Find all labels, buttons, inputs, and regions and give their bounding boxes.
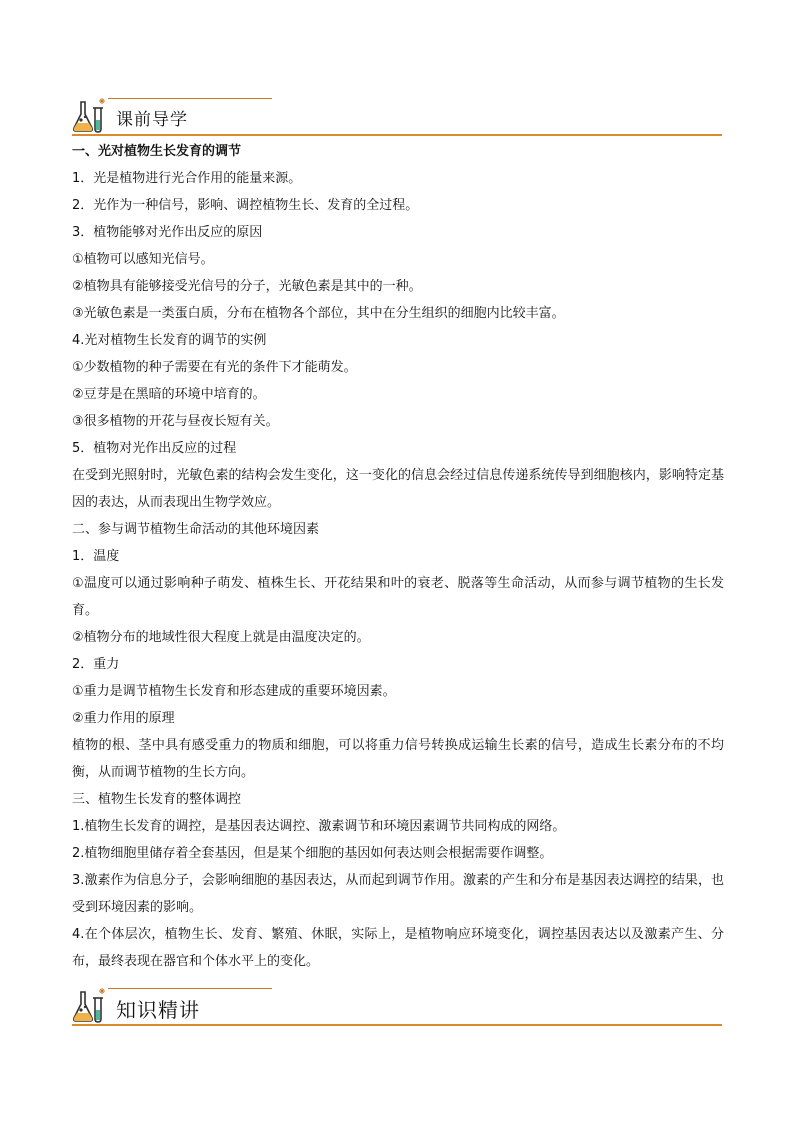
text-line: 2．重力 — [72, 657, 120, 672]
text-line: 2．光作为一种信号，影响、调控植物生长、发育的全过程。 — [72, 198, 419, 213]
text-line: ②重力作用的原理 — [72, 711, 175, 726]
text-line: ①植物可以感知光信号。 — [72, 252, 214, 267]
section-header-preview — [72, 96, 722, 136]
text-paragraph: 植物的根、茎中具有感受重力的物质和细胞，可以将重力信号转换成运输生长素的信号，造成生长素分布的不均衡，从而调节植物的生长方向。 — [72, 738, 724, 780]
header-long-rule — [72, 134, 722, 136]
text-line: ②植物具有能够接受光信号的分子，光敏色素是其中的一种。 — [72, 279, 422, 294]
text-line: 1.植物生长发育的调控，是基因表达调控、激素调节和环境因素调节共同构成的网络。 — [72, 819, 566, 834]
text-line: ③光敏色素是一类蛋白质，分布在植物各个部位，其中在分生组织的细胞内比较丰富。 — [72, 306, 565, 321]
header-short-rule — [108, 988, 272, 989]
text-line: ②豆芽是在黑暗的环境中培育的。 — [72, 387, 266, 402]
section-header-knowledge — [72, 986, 722, 1026]
section-heading-overall-control: 三、植物生长发育的整体调控 — [72, 792, 242, 807]
lab-flask-icon — [72, 986, 112, 1024]
lab-flask-icon — [72, 96, 112, 134]
text-line: ①重力是调节植物生长发育和形态建成的重要环境因素。 — [72, 684, 396, 699]
header-short-rule — [108, 98, 272, 99]
text-line: ③很多植物的开花与昼夜长短有关。 — [72, 414, 279, 429]
text-line: 2.植物细胞里储存着全套基因，但是某个细胞的基因如何表达则会根据需要作调整。 — [72, 846, 553, 861]
content-body — [72, 138, 724, 975]
section-heading-other-factors: 二、参与调节植物生命活动的其他环境因素 — [72, 522, 320, 537]
text-line: 4.光对植物生长发育的调节的实例 — [72, 333, 267, 348]
section-title: 课前导学 — [116, 110, 188, 130]
text-line: 5．植物对光作出反应的过程 — [72, 441, 237, 456]
text-paragraph: 4.在个体层次，植物生长、发育、繁殖、休眠，实际上，是植物响应环境变化，调控基因表达以及激素产生、分布，最终表现在器官和个体水平上的变化。 — [72, 927, 724, 969]
text-line: ①少数植物的种子需要在有光的条件下才能萌发。 — [72, 360, 357, 375]
text-line: 1．温度 — [72, 549, 120, 564]
header-long-rule — [72, 1024, 722, 1026]
text-line: ②植物分布的地域性很大程度上就是由温度决定的。 — [72, 630, 370, 645]
section-heading-light: 一、光对植物生长发育的调节 — [72, 144, 242, 159]
text-paragraph: ①温度可以通过影响种子萌发、植株生长、开花结果和叶的衰老、脱落等生命活动，从而参与调节植物的生长发育。 — [72, 576, 724, 618]
section-title: 知识精讲 — [116, 998, 200, 1022]
text-paragraph: 在受到光照射时，光敏色素的结构会发生变化，这一变化的信息会经过信息传递系统传导到细胞核内，影响特定基因的表达，从而表现出生物学效应。 — [72, 468, 724, 510]
text-paragraph: 3.激素作为信息分子，会影响细胞的基因表达，从而起到调节作用。激素的产生和分布是基因表达调控的结果，也受到环境因素的影响。 — [72, 873, 724, 915]
text-line: 1．光是植物进行光合作用的能量来源。 — [72, 171, 302, 186]
text-line: 3．植物能够对光作出反应的原因 — [72, 225, 263, 240]
